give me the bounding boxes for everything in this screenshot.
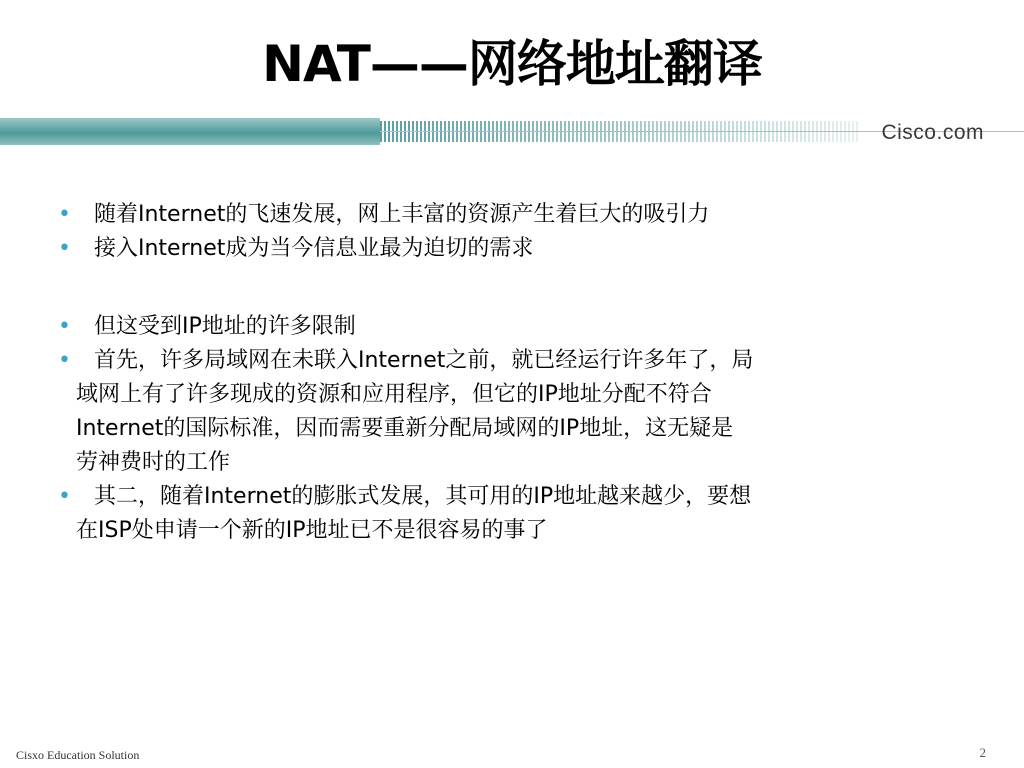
slide-title: NAT——网络地址翻译 — [262, 35, 762, 93]
page-number: 2 — [979, 745, 986, 760]
bullet-text: 其二，随着Internet的膨胀式发展，其可用的IP地址越来越少，要想 — [94, 484, 752, 509]
bullet-text: 但这受到IP地址的许多限制 — [94, 314, 356, 339]
spacer — [58, 266, 958, 310]
bullet-item — [58, 480, 958, 514]
bullet-dot-icon: • — [58, 348, 71, 373]
bullet-item — [58, 344, 958, 378]
bullet-dot-icon: • — [58, 484, 71, 509]
bullet-text: 接入Internet成为当今信息业最为迫切的需求 — [94, 236, 534, 261]
bullet-dot-icon: • — [58, 314, 71, 339]
bullet-continuation: Internet的国际标准，因而需要重新分配局域网的IP地址，这无疑是 — [76, 416, 734, 441]
bullet-continuation: 劳神费时的工作 — [76, 450, 231, 475]
bullet-dot-icon: • — [58, 202, 71, 227]
header-band-solid — [0, 118, 380, 145]
slide-content — [58, 198, 958, 548]
bullet-item — [58, 198, 958, 232]
bullet-text: 首先，许多局域网在未联入Internet之前，就已经运行许多年了，局 — [94, 348, 754, 373]
bullet-continuation: 在ISP处申请一个新的IP地址已不是很容易的事了 — [76, 518, 548, 543]
header-band — [0, 118, 1024, 145]
bullet-item — [58, 310, 958, 344]
bullet-item — [58, 232, 958, 266]
footer-text: Cisxo Education Solution — [16, 748, 140, 762]
bullet-continuation: 域网上有了许多现成的资源和应用程序，但它的IP地址分配不符合 — [76, 382, 712, 407]
brand-logo: Cisco.com — [881, 121, 984, 144]
bullet-text: 随着Internet的飞速发展，网上丰富的资源产生着巨大的吸引力 — [94, 202, 710, 227]
bullet-dot-icon: • — [58, 236, 71, 261]
